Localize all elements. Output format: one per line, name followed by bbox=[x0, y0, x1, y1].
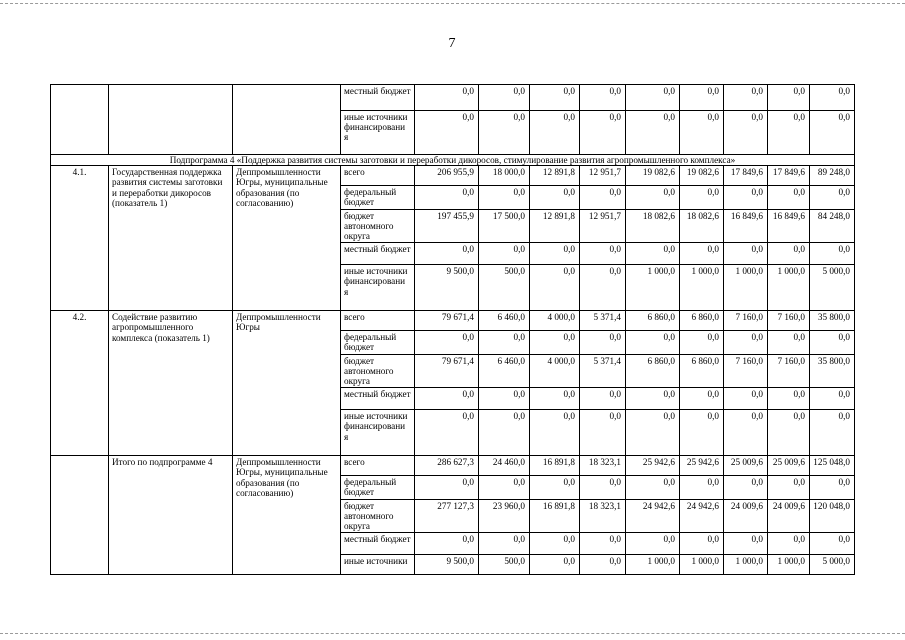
amount-cell: 0,0 bbox=[810, 85, 855, 111]
amount-cell: 7 160,0 bbox=[724, 311, 768, 331]
amount-cell: 18 323,1 bbox=[580, 456, 626, 476]
amount-cell: 286 627,3 bbox=[415, 456, 479, 476]
amount-cell: 0,0 bbox=[768, 85, 810, 111]
amount-cell: 0,0 bbox=[724, 476, 768, 499]
measure-name: Государственная поддержка развития системы заготовки и переработки дикоросов (показатель 1) bbox=[109, 166, 233, 311]
measure-name: Итого по подпрограмме 4 bbox=[109, 456, 233, 575]
amount-cell: 0,0 bbox=[530, 186, 580, 209]
amount-cell: 12 891,8 bbox=[530, 166, 580, 186]
funding-source-cell: местный бюджет bbox=[341, 388, 415, 410]
amount-cell: 18 323,1 bbox=[580, 499, 626, 533]
amount-cell: 0,0 bbox=[680, 331, 724, 354]
table-row bbox=[51, 166, 855, 186]
amount-cell: 0,0 bbox=[415, 331, 479, 354]
funding-table bbox=[50, 84, 855, 575]
amount-cell: 1 000,0 bbox=[626, 265, 680, 311]
amount-cell: 0,0 bbox=[810, 533, 855, 555]
table-body bbox=[51, 85, 855, 575]
amount-cell: 5 371,4 bbox=[580, 354, 626, 388]
table-row bbox=[51, 456, 855, 476]
amount-cell: 89 248,0 bbox=[810, 166, 855, 186]
amount-cell: 6 860,0 bbox=[680, 354, 724, 388]
amount-cell: 0,0 bbox=[768, 186, 810, 209]
funding-source-cell: местный бюджет bbox=[341, 85, 415, 111]
amount-cell: 0,0 bbox=[479, 111, 530, 155]
amount-cell: 0,0 bbox=[580, 111, 626, 155]
amount-cell: 0,0 bbox=[680, 85, 724, 111]
amount-cell: 0,0 bbox=[680, 410, 724, 456]
amount-cell: 0,0 bbox=[626, 476, 680, 499]
amount-cell: 12 951,7 bbox=[580, 166, 626, 186]
amount-cell: 0,0 bbox=[479, 388, 530, 410]
amount-cell: 0,0 bbox=[724, 331, 768, 354]
amount-cell: 0,0 bbox=[724, 410, 768, 456]
amount-cell: 6 860,0 bbox=[626, 354, 680, 388]
amount-cell: 0,0 bbox=[580, 85, 626, 111]
funding-source-cell: местный бюджет bbox=[341, 243, 415, 265]
amount-cell: 0,0 bbox=[415, 410, 479, 456]
amount-cell: 0,0 bbox=[724, 186, 768, 209]
amount-cell: 0,0 bbox=[810, 476, 855, 499]
amount-cell: 6 860,0 bbox=[680, 311, 724, 331]
amount-cell: 16 891,8 bbox=[530, 499, 580, 533]
amount-cell: 0,0 bbox=[626, 85, 680, 111]
amount-cell: 25 942,6 bbox=[680, 456, 724, 476]
amount-cell: 0,0 bbox=[768, 243, 810, 265]
funding-source-cell: всего bbox=[341, 456, 415, 476]
amount-cell: 0,0 bbox=[626, 410, 680, 456]
measure-index bbox=[51, 456, 109, 575]
table-row bbox=[51, 85, 855, 111]
amount-cell: 18 000,0 bbox=[479, 166, 530, 186]
amount-cell: 500,0 bbox=[479, 265, 530, 311]
amount-cell: 6 860,0 bbox=[626, 311, 680, 331]
amount-cell: 84 248,0 bbox=[810, 209, 855, 243]
funding-source-cell: всего bbox=[341, 311, 415, 331]
amount-cell: 0,0 bbox=[415, 533, 479, 555]
amount-cell: 0,0 bbox=[768, 410, 810, 456]
amount-cell: 17 849,6 bbox=[724, 166, 768, 186]
amount-cell: 7 160,0 bbox=[724, 354, 768, 388]
amount-cell: 16 849,6 bbox=[768, 209, 810, 243]
amount-cell: 0,0 bbox=[479, 243, 530, 265]
amount-cell: 17 500,0 bbox=[479, 209, 530, 243]
amount-cell: 0,0 bbox=[626, 533, 680, 555]
amount-cell: 125 048,0 bbox=[810, 456, 855, 476]
amount-cell: 7 160,0 bbox=[768, 354, 810, 388]
amount-cell: 25 009,6 bbox=[724, 456, 768, 476]
amount-cell: 0,0 bbox=[580, 265, 626, 311]
amount-cell: 0,0 bbox=[530, 243, 580, 265]
amount-cell: 0,0 bbox=[768, 533, 810, 555]
amount-cell: 0,0 bbox=[724, 85, 768, 111]
subprogram-title: Подпрограмма 4 «Поддержка развития системы заготовки и переработки дикоросов, стимулирование развития агропромышленного комплекса» bbox=[51, 155, 855, 166]
amount-cell: 9 500,0 bbox=[415, 265, 479, 311]
amount-cell: 277 127,3 bbox=[415, 499, 479, 533]
amount-cell: 0,0 bbox=[768, 111, 810, 155]
amount-cell: 6 460,0 bbox=[479, 354, 530, 388]
amount-cell: 0,0 bbox=[580, 410, 626, 456]
amount-cell: 35 800,0 bbox=[810, 354, 855, 388]
funding-source-cell: федеральный бюджет bbox=[341, 476, 415, 499]
amount-cell: 1 000,0 bbox=[724, 555, 768, 575]
amount-cell: 0,0 bbox=[580, 243, 626, 265]
funding-source-cell: иные источники финансировани я bbox=[341, 410, 415, 456]
amount-cell: 0,0 bbox=[626, 388, 680, 410]
amount-cell: 0,0 bbox=[530, 265, 580, 311]
amount-cell: 24 942,6 bbox=[626, 499, 680, 533]
amount-cell: 16 891,8 bbox=[530, 456, 580, 476]
amount-cell: 0,0 bbox=[479, 85, 530, 111]
amount-cell: 0,0 bbox=[580, 331, 626, 354]
amount-cell: 0,0 bbox=[530, 555, 580, 575]
amount-cell: 0,0 bbox=[479, 186, 530, 209]
subprogram-header-row bbox=[51, 155, 855, 166]
amount-cell: 0,0 bbox=[724, 388, 768, 410]
amount-cell: 5 000,0 bbox=[810, 265, 855, 311]
amount-cell: 0,0 bbox=[810, 331, 855, 354]
amount-cell: 0,0 bbox=[626, 243, 680, 265]
amount-cell: 1 000,0 bbox=[768, 555, 810, 575]
amount-cell: 4 000,0 bbox=[530, 354, 580, 388]
amount-cell: 0,0 bbox=[680, 243, 724, 265]
amount-cell: 0,0 bbox=[724, 243, 768, 265]
amount-cell: 0,0 bbox=[580, 533, 626, 555]
amount-cell: 0,0 bbox=[479, 410, 530, 456]
funding-source-cell: федеральный бюджет bbox=[341, 331, 415, 354]
amount-cell: 5 371,4 bbox=[580, 311, 626, 331]
amount-cell: 5 000,0 bbox=[810, 555, 855, 575]
amount-cell: 0,0 bbox=[810, 388, 855, 410]
amount-cell: 0,0 bbox=[626, 111, 680, 155]
amount-cell: 0,0 bbox=[415, 111, 479, 155]
amount-cell: 0,0 bbox=[530, 331, 580, 354]
amount-cell: 0,0 bbox=[479, 533, 530, 555]
amount-cell: 197 455,9 bbox=[415, 209, 479, 243]
amount-cell: 25 942,6 bbox=[626, 456, 680, 476]
amount-cell: 24 009,6 bbox=[768, 499, 810, 533]
amount-cell: 0,0 bbox=[768, 388, 810, 410]
amount-cell: 0,0 bbox=[768, 331, 810, 354]
funding-source-cell: бюджет автономного округа bbox=[341, 499, 415, 533]
amount-cell: 0,0 bbox=[479, 331, 530, 354]
amount-cell: 12 891,8 bbox=[530, 209, 580, 243]
amount-cell: 0,0 bbox=[680, 186, 724, 209]
amount-cell: 0,0 bbox=[810, 111, 855, 155]
amount-cell: 4 000,0 bbox=[530, 311, 580, 331]
amount-cell: 0,0 bbox=[626, 186, 680, 209]
amount-cell: 0,0 bbox=[415, 388, 479, 410]
table-row bbox=[51, 311, 855, 331]
amount-cell: 1 000,0 bbox=[680, 265, 724, 311]
amount-cell: 24 009,6 bbox=[724, 499, 768, 533]
amount-cell: 0,0 bbox=[530, 410, 580, 456]
amount-cell: 0,0 bbox=[530, 85, 580, 111]
scan-top-edge bbox=[0, 3, 905, 4]
amount-cell: 120 048,0 bbox=[810, 499, 855, 533]
amount-cell: 0,0 bbox=[680, 388, 724, 410]
amount-cell: 0,0 bbox=[530, 533, 580, 555]
amount-cell: 0,0 bbox=[580, 476, 626, 499]
funding-source-cell: иные источники финансировани я bbox=[341, 111, 415, 155]
amount-cell: 0,0 bbox=[810, 410, 855, 456]
carryover-name-cell bbox=[109, 85, 233, 155]
amount-cell: 0,0 bbox=[580, 186, 626, 209]
funding-source-cell: иные источники bbox=[341, 555, 415, 575]
scan-bottom-edge bbox=[0, 633, 905, 634]
amount-cell: 0,0 bbox=[680, 476, 724, 499]
carryover-executor-cell bbox=[233, 85, 341, 155]
amount-cell: 500,0 bbox=[479, 555, 530, 575]
amount-cell: 0,0 bbox=[810, 186, 855, 209]
amount-cell: 0,0 bbox=[530, 111, 580, 155]
amount-cell: 0,0 bbox=[626, 331, 680, 354]
funding-source-cell: местный бюджет bbox=[341, 533, 415, 555]
amount-cell: 35 800,0 bbox=[810, 311, 855, 331]
funding-source-cell: всего bbox=[341, 166, 415, 186]
amount-cell: 17 849,6 bbox=[768, 166, 810, 186]
amount-cell: 0,0 bbox=[415, 85, 479, 111]
amount-cell: 79 671,4 bbox=[415, 354, 479, 388]
funding-source-cell: иные источники финансировани я bbox=[341, 265, 415, 311]
amount-cell: 6 460,0 bbox=[479, 311, 530, 331]
measure-executor: Деппромышленности Югры, муниципальные образования (по согласованию) bbox=[233, 456, 341, 575]
amount-cell: 0,0 bbox=[724, 111, 768, 155]
page-number: 7 bbox=[448, 36, 456, 51]
amount-cell: 24 942,6 bbox=[680, 499, 724, 533]
funding-source-cell: федеральный бюджет bbox=[341, 186, 415, 209]
amount-cell: 25 009,6 bbox=[768, 456, 810, 476]
amount-cell: 0,0 bbox=[530, 388, 580, 410]
amount-cell: 7 160,0 bbox=[768, 311, 810, 331]
measure-index: 4.1. bbox=[51, 166, 109, 311]
amount-cell: 206 955,9 bbox=[415, 166, 479, 186]
amount-cell: 9 500,0 bbox=[415, 555, 479, 575]
amount-cell: 18 082,6 bbox=[680, 209, 724, 243]
amount-cell: 0,0 bbox=[530, 476, 580, 499]
amount-cell: 0,0 bbox=[680, 533, 724, 555]
amount-cell: 16 849,6 bbox=[724, 209, 768, 243]
amount-cell: 1 000,0 bbox=[680, 555, 724, 575]
amount-cell: 1 000,0 bbox=[724, 265, 768, 311]
amount-cell: 0,0 bbox=[680, 111, 724, 155]
carryover-index-cell bbox=[51, 85, 109, 155]
amount-cell: 0,0 bbox=[479, 476, 530, 499]
amount-cell: 12 951,7 bbox=[580, 209, 626, 243]
funding-source-cell: бюджет автономного округа bbox=[341, 354, 415, 388]
amount-cell: 0,0 bbox=[415, 476, 479, 499]
amount-cell: 0,0 bbox=[724, 533, 768, 555]
measure-executor: Деппромышленности Югры, муниципальные образования (по согласованию) bbox=[233, 166, 341, 311]
amount-cell: 0,0 bbox=[415, 243, 479, 265]
amount-cell: 19 082,6 bbox=[626, 166, 680, 186]
amount-cell: 0,0 bbox=[580, 388, 626, 410]
measure-executor: Деппромышленности Югры bbox=[233, 311, 341, 456]
measure-name: Содействие развитию агропромышленного комплекса (показатель 1) bbox=[109, 311, 233, 456]
amount-cell: 79 671,4 bbox=[415, 311, 479, 331]
amount-cell: 18 082,6 bbox=[626, 209, 680, 243]
amount-cell: 0,0 bbox=[768, 476, 810, 499]
amount-cell: 0,0 bbox=[415, 186, 479, 209]
measure-index: 4.2. bbox=[51, 311, 109, 456]
amount-cell: 19 082,6 bbox=[680, 166, 724, 186]
amount-cell: 1 000,0 bbox=[768, 265, 810, 311]
amount-cell: 1 000,0 bbox=[626, 555, 680, 575]
funding-source-cell: бюджет автономного округа bbox=[341, 209, 415, 243]
amount-cell: 0,0 bbox=[580, 555, 626, 575]
amount-cell: 24 460,0 bbox=[479, 456, 530, 476]
amount-cell: 23 960,0 bbox=[479, 499, 530, 533]
amount-cell: 0,0 bbox=[810, 243, 855, 265]
